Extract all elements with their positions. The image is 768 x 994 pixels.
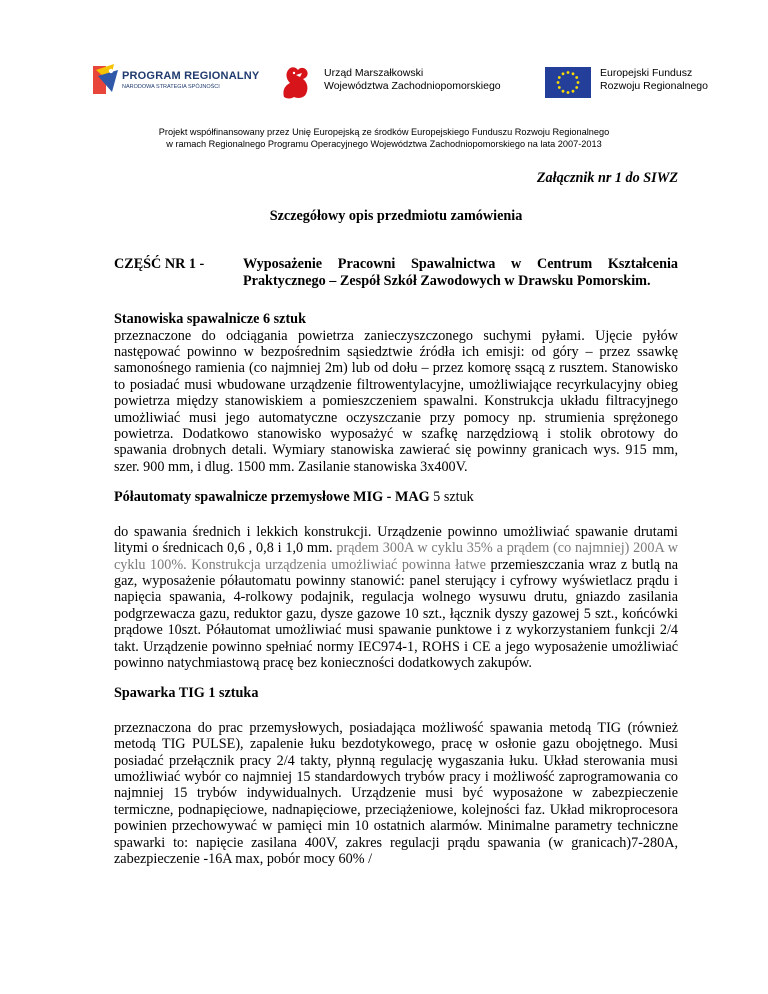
office-name: [324, 67, 501, 93]
document-title: Szczegółowy opis przedmiotu zamówienia: [269, 208, 523, 224]
mig-mag-body-part-a: do spawania średnich i lekkich konstrukcji. Urządzenie powinno umożliwiać spawanie drutami litymi o średnicach 0,6 , 0,8 i 1,0 mm.: [114, 523, 678, 557]
office-line-1: Urząd Marszałkowski: [324, 67, 424, 79]
eu-line-1: Europejski Fundusz: [600, 67, 693, 79]
section-body-welding-stations: przeznaczone do odciągania powietrza zanieczyszczonego suchymi pyłami. Ujęcie pyłów następować powinno w bezpośrednim sąsiedztwie źródła ich emisji: od góry – przez ssawkę samonośnego ramienia (co najmniej 2m) lub od dołu – przez komorę ssącą z rusztem. Stanowisko to posiadać musi wbudowane urządzenie filtrowentylacyjne, umożliwiające recyrkulacyjny obieg powietrza między stanowiskiem a pomieszczeniem spawalni. Konstrukcja układu filtracyjnego umożliwiać musi jego automatyczne oczyszczanie przy pomocy np. strumienia sprężonego powietrza. Dodatkowo stanowisko wyposażyć w szafkę narzędziową i stolik obrotowy do spawania drobnych detali. Wymiary stanowiska zawierać się powinny granicach wys. 915 mm, szer. 900 mm, i dlug. 1500 mm. Zasilanie stanowiska 3x400V.: [114, 327, 678, 475]
part-label: CZĘŚĆ NR 1 -: [114, 256, 205, 273]
office-line-2: Województwa Zachodniopomorskiego: [324, 80, 501, 92]
mig-mag-count: 5 sztuk: [433, 489, 474, 506]
section-heading-tig: Spawarka TIG 1 sztuka: [114, 685, 259, 702]
cofinancing-line-2: w ramach Regionalnego Programu Operacyjnego Województwa Zachodniopomorskiego na lata 2007-2013: [166, 139, 602, 149]
section-heading-mig-mag: [114, 489, 678, 505]
mig-mag-heading-text: Półautomaty spawalnicze przemysłowe MIG - MAG: [114, 489, 430, 506]
section-body-mig-mag: [114, 524, 678, 672]
cofinancing-note: [0, 126, 768, 150]
mig-mag-body-gray: prądem 300A w cyklu 35% a prądem (co najmniej) 200A w cyklu 100%. Konstrukcja urządzenia umożliwiać powinna łatwe: [114, 540, 678, 573]
program-regionalny-logo: [92, 62, 260, 98]
attachment-label: Załącznik nr 1 do SIWZ: [536, 170, 678, 186]
eu-stars-icon: [545, 67, 591, 98]
griffin-coat-of-arms-icon: [276, 63, 316, 101]
section-body-tig: przeznaczona do prac przemysłowych, posiadająca możliwość spawania metodą TIG (również metodą TIG PULSE), zapalenie łuku bezdotykowego, pracę w osłonie gazu obojętnego. Musi posiadać przełącznik pracy 2/4 takty, płynną regulację wygaszania łuku. Układ sterowania musi umożliwiać wybór co najmniej 15 standardowych trybów pracy i możliwość zaprogramowania co najmniej 15 trybów indywidualnych. Urządzenie musi być wyposażone w zabezpieczenie termiczne, podnapięciowe, nadnapięciowe, przeciążeniowe, kolejności faz. Układ mikroprocesora powinien przechowywać w pamięci min 10 ostatnich alarmów. Minimalne parametry techniczne spawarki to: napięcie zasilana 400V, zakres regulacji prądu spawania (w granicach)7-280A, zabezpieczenie -16A max, pobór mocy 60% /: [114, 719, 678, 867]
eu-line-2: Rozwoju Regionalnego: [600, 80, 708, 92]
program-subtitle: NARODOWA STRATEGIA SPÓJNOŚCI: [122, 84, 220, 90]
document-body: [114, 170, 678, 867]
section-heading-welding-stations: Stanowiska spawalnicze 6 sztuk: [114, 311, 306, 328]
eu-fund-name: [600, 67, 708, 93]
part-text: Wyposażenie Pracowni Spawalnictwa w Centrum Kształcenia Praktycznego – Zespół Szkół Zawodowych w Drawsku Pomorskim.: [243, 256, 678, 289]
cofinancing-line-1: Projekt współfinansowany przez Unię Europejską ze środków Europejskiego Funduszu Rozwoju Regionalnego: [158, 127, 610, 137]
page-header: [0, 0, 768, 100]
part-heading: [114, 256, 678, 289]
program-regionalny-emblem-icon: [92, 62, 120, 96]
eu-flag-icon: [545, 67, 591, 98]
mig-mag-body-part-b: przemieszczania wraz z butlą na gaz, wyposażenie półautomatu powinny stanowić: panel sterujący i cyfrowy wyświetlacz prądu i napięcia spawania, 4-rolkowy podajnik, regulacja wolnego wysuwu drutu, gniazdo zasilania podgrzewacza gazu, reduktor gazu, dysze gazowe 10 szt., łącznik dyszy gazowej 5 szt., końcówki prądowe 10szt. Półautomat umożliwiać musi spawanie punktowe i z wykorzystaniem funkcji 2/4 takt. Urządzenie powinno spełniać normy IEC974-1, ROHS i CE a jego wyposażenie umożliwiać powinno natychmiastową pracę bez konieczności dodatkowych zakupów.: [114, 556, 679, 671]
program-title: PROGRAM REGIONALNY: [122, 70, 260, 82]
